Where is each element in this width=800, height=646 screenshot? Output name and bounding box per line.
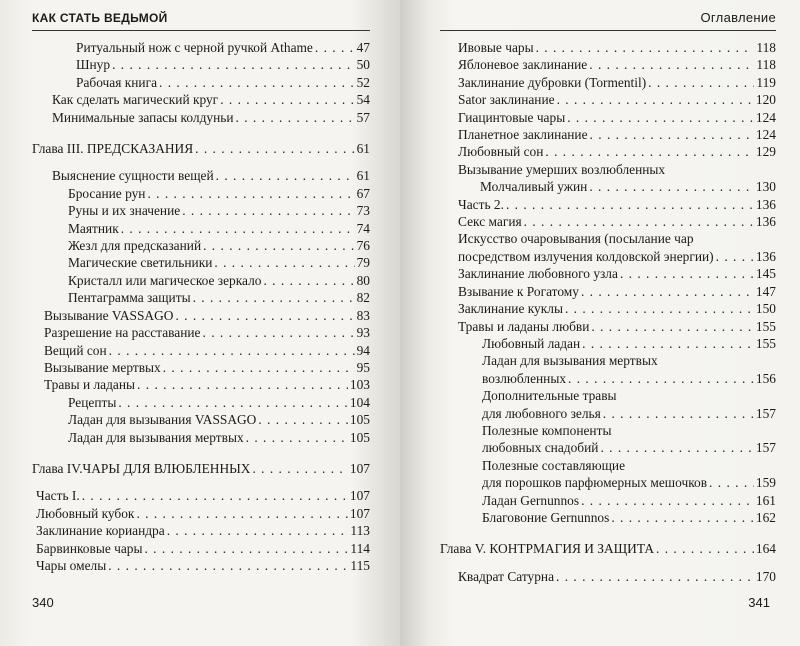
toc-entry-title: Полезные компоненты xyxy=(482,422,612,438)
toc-entry-title: Полезные составляющие xyxy=(482,457,626,473)
toc-entry-title: Молчаливый ужин xyxy=(480,179,588,195)
toc-entry-title: Рецепты xyxy=(68,394,117,410)
toc-entry xyxy=(440,457,776,474)
page-number: 340 xyxy=(32,595,54,610)
dot-leader xyxy=(195,140,354,157)
dot-leader xyxy=(568,370,754,387)
toc-entry-title: любовных снадобий xyxy=(482,440,599,456)
dot-leader xyxy=(557,91,754,108)
toc-entry-title: Жезл для предсказаний xyxy=(68,238,202,254)
toc-entry-page: 118 xyxy=(756,57,776,73)
toc-entry xyxy=(32,557,370,574)
toc-entry-title: Барвинковые чары xyxy=(36,540,143,556)
toc-entry xyxy=(440,178,776,195)
toc-entry-title: Ивовые чары xyxy=(458,40,534,55)
toc-list xyxy=(32,39,370,574)
toc-entry-page: 129 xyxy=(755,144,776,160)
toc-entry-page: 105 xyxy=(349,412,370,428)
dot-leader xyxy=(581,283,754,300)
toc-entry-page: 145 xyxy=(755,266,776,282)
toc-entry-page: 150 xyxy=(755,301,776,317)
toc-entry xyxy=(440,474,776,491)
toc-entry xyxy=(440,248,776,265)
toc-entry xyxy=(440,265,776,282)
dot-leader xyxy=(556,568,754,585)
toc-entry xyxy=(32,237,370,254)
toc-entry-title: Кристалл или магическое зеркало xyxy=(68,272,262,288)
dot-leader xyxy=(159,74,355,91)
dot-leader xyxy=(252,460,347,477)
toc-entry-page: 170 xyxy=(755,568,776,584)
toc-entry-page: 103 xyxy=(349,377,370,393)
toc-entry-page: 107 xyxy=(349,460,370,476)
toc-entry-page: 76 xyxy=(356,238,370,254)
toc-entry xyxy=(440,196,776,213)
toc-entry xyxy=(440,422,776,439)
toc-entry-title: Взывание к Рогатому xyxy=(458,283,579,299)
toc-entry xyxy=(32,307,370,324)
dot-leader xyxy=(611,509,754,526)
toc-entry xyxy=(440,568,776,585)
toc-entry xyxy=(32,39,370,56)
toc-entry-title: Квадрат Сатурна xyxy=(458,568,555,584)
toc-entry-page: 82 xyxy=(356,290,370,306)
toc-entry xyxy=(440,439,776,456)
toc-entry-page: 157 xyxy=(755,440,776,456)
toc-entry-title: Секс магия xyxy=(458,214,522,230)
toc-entry-page: 124 xyxy=(755,109,776,125)
dot-leader xyxy=(112,56,355,73)
toc-entry-page: 130 xyxy=(755,179,776,195)
dot-leader xyxy=(137,376,348,393)
toc-entry-title: посредством излучения колдовской энергии) xyxy=(458,248,714,264)
toc-entry-title: Заклинание любовного узла xyxy=(458,266,618,282)
toc-chapter xyxy=(440,540,776,557)
dot-leader xyxy=(263,272,354,289)
toc-entry-page: 61 xyxy=(356,141,370,157)
dot-leader xyxy=(167,522,349,539)
dot-leader xyxy=(506,196,754,213)
toc-entry-title: Травы и ладаны xyxy=(44,377,136,393)
toc-entry-page: 157 xyxy=(755,405,776,421)
toc-entry-title: Часть I. xyxy=(36,488,80,504)
dot-leader xyxy=(565,300,754,317)
toc-entry-title: Глава IV.ЧАРЫ ДЛЯ ВЛЮБЛЕННЫХ xyxy=(32,460,251,476)
toc-entry-page: 93 xyxy=(356,325,370,341)
toc-entry xyxy=(440,318,776,335)
toc-entry xyxy=(32,540,370,557)
toc-entry-page: 105 xyxy=(349,429,370,445)
toc-entry-page: 147 xyxy=(755,283,776,299)
toc-entry-page: 107 xyxy=(349,488,370,504)
toc-entry-page: 74 xyxy=(356,220,370,236)
toc-entry-title: Глава III. ПРЕДСКАЗАНИЯ xyxy=(32,141,194,157)
toc-entry-title: Руны и их значение xyxy=(68,203,181,219)
dot-leader xyxy=(147,185,354,202)
dot-leader xyxy=(118,394,348,411)
toc-entry-page: 120 xyxy=(755,92,776,108)
toc-entry-page: 136 xyxy=(755,196,776,212)
toc-entry-page: 79 xyxy=(356,255,370,271)
toc-entry-title: Травы и ладаны любви xyxy=(458,318,590,334)
toc-entry-title: Благовоние Gernunnos xyxy=(482,509,610,525)
toc-entry xyxy=(440,161,776,178)
toc-entry xyxy=(440,230,776,247)
toc-entry-title: Вызывание умерших возлюбленных xyxy=(458,161,666,177)
toc-entry-title: Любовный кубок xyxy=(36,505,135,521)
dot-leader xyxy=(214,254,354,271)
dot-leader xyxy=(589,56,754,73)
toc-entry-page: 159 xyxy=(755,475,776,491)
toc-entry-title: Выяснение сущности вещей xyxy=(52,168,214,184)
toc-entry-page: 83 xyxy=(356,307,370,323)
dot-leader xyxy=(536,39,755,56)
toc-entry-title: Ладан для вызывания VASSAGO xyxy=(68,412,257,428)
toc-entry xyxy=(32,487,370,504)
toc-entry xyxy=(440,143,776,160)
toc-entry xyxy=(32,342,370,359)
dot-leader xyxy=(108,557,348,574)
toc-entry xyxy=(32,429,370,446)
toc-entry xyxy=(32,167,370,184)
toc-entry xyxy=(440,39,776,56)
toc-entry-title: Глава V. КОНТРМАГИЯ И ЗАЩИТА xyxy=(440,541,655,557)
toc-entry-title: Маятник xyxy=(68,220,119,236)
toc-entry-title: Вызывание VASSAGO xyxy=(44,307,174,323)
toc-chapter xyxy=(32,460,370,477)
dot-leader xyxy=(590,126,754,143)
toc-entry xyxy=(32,394,370,411)
dot-leader xyxy=(567,109,754,126)
toc-entry-page: 119 xyxy=(756,74,776,90)
toc-entry xyxy=(440,492,776,509)
dot-leader xyxy=(236,109,355,126)
dot-leader xyxy=(600,439,753,456)
running-head: КАК СТАТЬ ВЕДЬМОЙ xyxy=(32,6,370,31)
dot-leader xyxy=(144,540,348,557)
dot-leader xyxy=(109,342,355,359)
toc-entry-page: 162 xyxy=(755,509,776,525)
toc-entry xyxy=(32,202,370,219)
dot-leader xyxy=(582,335,754,352)
dot-leader xyxy=(709,474,754,491)
toc-entry xyxy=(440,370,776,387)
toc-entry xyxy=(32,505,370,522)
toc-entry-page: 118 xyxy=(756,40,776,55)
toc-entry-page: 136 xyxy=(755,214,776,230)
toc-entry-title: Часть 2. xyxy=(458,196,504,212)
dot-leader xyxy=(620,265,754,282)
toc-entry-page: 155 xyxy=(755,318,776,334)
toc-entry-title: Рабочая книга xyxy=(76,74,158,90)
dot-leader xyxy=(220,91,354,108)
dot-leader xyxy=(246,429,348,446)
dot-leader xyxy=(203,324,355,341)
right-page xyxy=(400,0,800,646)
dot-leader xyxy=(591,318,754,335)
toc-entry-page: 136 xyxy=(755,248,776,264)
toc-entry-title: Чары омелы xyxy=(36,557,107,573)
toc-entry-title: Заклинание кориандра xyxy=(36,523,165,539)
toc-entry xyxy=(440,126,776,143)
toc-entry-title: Любовный сон xyxy=(458,144,544,160)
toc-entry-page: 95 xyxy=(356,359,370,375)
toc-entry xyxy=(440,352,776,369)
toc-entry xyxy=(32,272,370,289)
toc-entry xyxy=(440,213,776,230)
toc-entry xyxy=(32,522,370,539)
toc-entry-page: 124 xyxy=(755,127,776,143)
toc-entry-page: 73 xyxy=(356,203,370,219)
toc-entry-page: 164 xyxy=(755,541,776,557)
toc-entry-title: Разрешение на расставание xyxy=(44,325,201,341)
toc-entry-page: 113 xyxy=(350,523,370,539)
toc-entry-title: Шнур xyxy=(76,57,111,73)
dot-leader xyxy=(716,248,754,265)
toc-entry xyxy=(440,109,776,126)
toc-entry xyxy=(440,74,776,91)
toc-entry-title: для порошков парфюмерных мешочков xyxy=(482,475,708,491)
toc-list xyxy=(440,39,776,585)
dot-leader xyxy=(136,505,347,522)
toc-entry-title: Вызывание мертвых xyxy=(44,359,161,375)
toc-entry-page: 115 xyxy=(350,557,370,573)
toc-entry-page: 80 xyxy=(356,272,370,288)
dot-leader xyxy=(315,39,355,56)
toc-entry-page: 52 xyxy=(356,74,370,90)
toc-entry-page: 107 xyxy=(349,505,370,521)
toc-entry-page: 104 xyxy=(349,394,370,410)
toc-entry-title: Ладан для вызывания мертвых xyxy=(482,353,658,369)
toc-entry-title: Гиацинтовые чары xyxy=(458,109,566,125)
toc-entry-title: Пентаграмма защиты xyxy=(68,290,191,306)
toc-entry-page: 155 xyxy=(755,335,776,351)
toc-entry-page: 57 xyxy=(356,109,370,125)
dot-leader xyxy=(258,411,348,428)
toc-entry xyxy=(440,283,776,300)
dot-leader xyxy=(82,487,348,504)
dot-leader xyxy=(545,143,754,160)
dot-leader xyxy=(163,359,355,376)
toc-entry-title: Ритуальный нож с черной ручкой Athame xyxy=(76,40,313,55)
toc-entry-title: Минимальные запасы колдуньи xyxy=(52,109,234,125)
toc-entry-title: Sator заклинание xyxy=(458,92,555,108)
toc-entry-title: возлюбленных xyxy=(482,370,567,386)
toc-entry xyxy=(440,387,776,404)
dot-leader xyxy=(656,540,754,557)
toc-entry-title: Бросание рун xyxy=(68,185,146,201)
dot-leader xyxy=(581,492,754,509)
toc-entry xyxy=(32,289,370,306)
toc-entry-page: 61 xyxy=(356,168,370,184)
toc-entry-title: Магические светильники xyxy=(68,255,213,271)
toc-entry xyxy=(32,411,370,428)
dot-leader xyxy=(121,220,355,237)
dot-leader xyxy=(193,289,355,306)
toc-entry-title: Дополнительные травы xyxy=(482,388,617,404)
toc-entry xyxy=(440,405,776,422)
toc-entry-page: 67 xyxy=(356,185,370,201)
toc-entry-title: Заклинание куклы xyxy=(458,301,563,317)
toc-entry-title: Вещий сон xyxy=(44,342,107,358)
toc-entry xyxy=(32,376,370,393)
toc-entry-page: 161 xyxy=(755,492,776,508)
toc-entry-page: 114 xyxy=(350,540,370,556)
toc-entry xyxy=(440,335,776,352)
toc-entry-page: 47 xyxy=(356,40,370,55)
toc-entry-page: 94 xyxy=(356,342,370,358)
dot-leader xyxy=(203,237,355,254)
dot-leader xyxy=(648,74,754,91)
toc-entry xyxy=(440,91,776,108)
dot-leader xyxy=(175,307,354,324)
toc-entry-title: для любовного зелья xyxy=(482,405,601,421)
toc-entry-title: Как сделать магический круг xyxy=(52,92,219,108)
toc-entry-title: Яблоневое заклинание xyxy=(458,57,588,73)
toc-entry-page: 54 xyxy=(356,92,370,108)
dot-leader xyxy=(524,213,754,230)
toc-entry-title: Заклинание дубровки (Tormentil) xyxy=(458,74,647,90)
toc-entry xyxy=(32,220,370,237)
toc-entry xyxy=(32,324,370,341)
toc-entry xyxy=(440,300,776,317)
toc-entry xyxy=(32,109,370,126)
toc-entry xyxy=(32,254,370,271)
toc-entry xyxy=(32,359,370,376)
toc-entry xyxy=(32,74,370,91)
page-number: 341 xyxy=(748,595,770,610)
toc-entry-page: 50 xyxy=(356,57,370,73)
toc-entry-page: 156 xyxy=(755,370,776,386)
dot-leader xyxy=(603,405,754,422)
toc-entry xyxy=(32,56,370,73)
toc-entry-title: Искусство очаровывания (посылание чар xyxy=(458,231,694,247)
dot-leader xyxy=(182,202,354,219)
running-head: Оглавление xyxy=(440,6,776,31)
toc-chapter xyxy=(32,140,370,157)
toc-entry-title: Планетное заклинание xyxy=(458,127,588,143)
toc-entry xyxy=(440,56,776,73)
toc-entry-title: Ладан для вызывания мертвых xyxy=(68,429,244,445)
toc-entry xyxy=(32,91,370,108)
toc-entry xyxy=(32,185,370,202)
toc-entry-title: Любовный ладан xyxy=(482,335,581,351)
toc-entry xyxy=(440,509,776,526)
toc-entry-title: Ладан Gernunnos xyxy=(482,492,580,508)
dot-leader xyxy=(589,178,754,195)
dot-leader xyxy=(216,167,355,184)
